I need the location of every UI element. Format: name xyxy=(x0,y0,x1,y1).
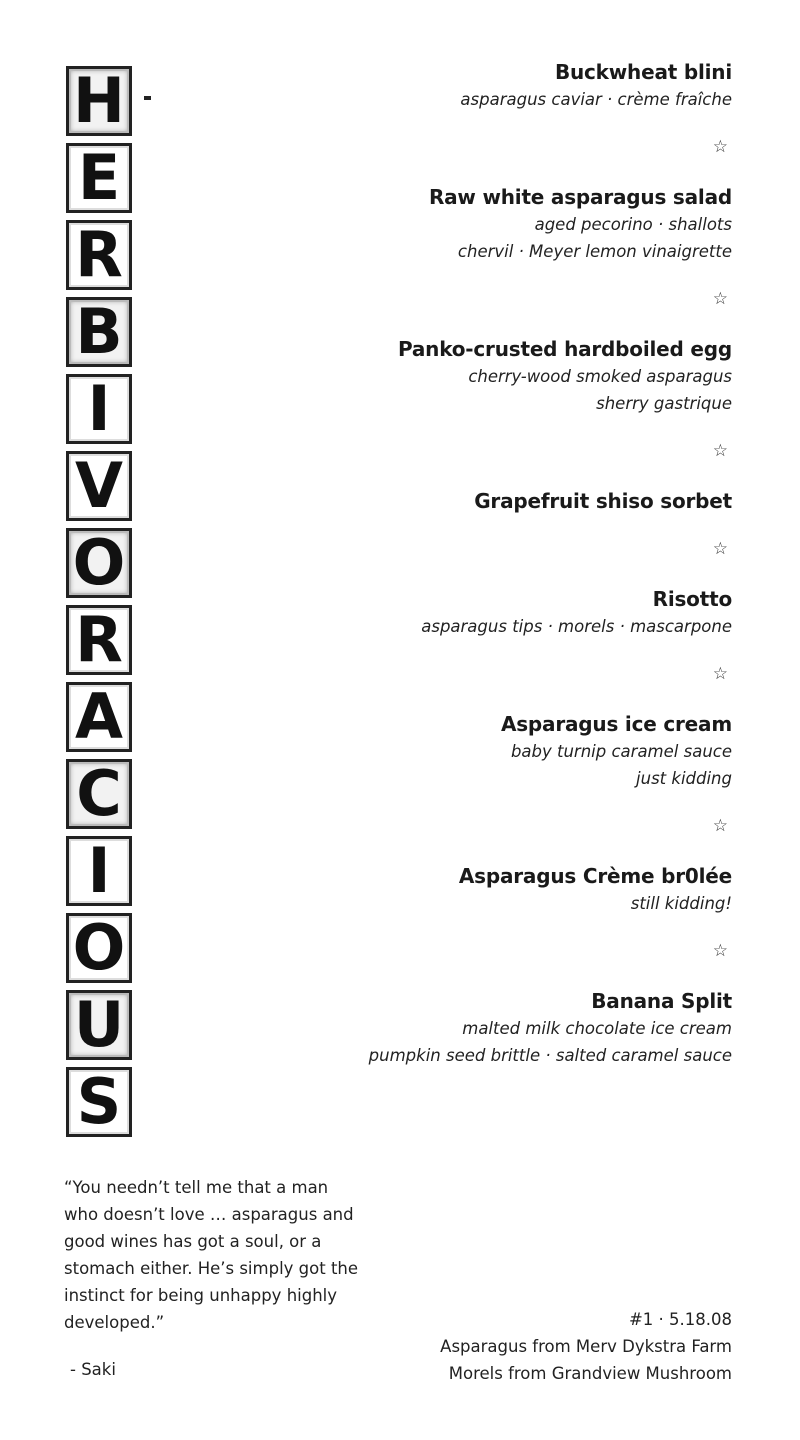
course-description: aged pecorino · shallots xyxy=(534,215,732,234)
title-letter-tile: U xyxy=(66,990,132,1060)
star-separator-icon: ☆ xyxy=(712,137,728,157)
title-letter-tile: R xyxy=(66,605,132,675)
title-letter-tile: H xyxy=(66,66,132,136)
course-description: chervil · Meyer lemon vinaigrette xyxy=(457,242,732,261)
course-item xyxy=(302,862,732,917)
course-name: Banana Split xyxy=(591,989,732,1013)
asparagus-source: Asparagus from Merv Dykstra Farm xyxy=(440,1337,732,1356)
quote-text: “You needn’t tell me that a man who doesn’t love … asparagus and good wines has got a soul, or a stomach either. He’s simply got the instinct for being unhappy highly developed.” xyxy=(64,1178,359,1332)
title-letter-tile: I xyxy=(66,836,132,906)
course-description: baby turnip caramel sauce xyxy=(510,742,732,761)
quote-author: - Saki xyxy=(70,1360,116,1379)
course-name: Risotto xyxy=(652,587,732,611)
course-name: Buckwheat blini xyxy=(554,60,732,84)
course-description: malted milk chocolate ice cream xyxy=(462,1019,732,1038)
course-item xyxy=(302,585,732,640)
title-letter-tile: E xyxy=(66,143,132,213)
title-letter-tile: R xyxy=(66,220,132,290)
course-name: Raw white asparagus salad xyxy=(428,185,732,209)
morels-source: Morels from Grandview Mushroom xyxy=(448,1364,732,1383)
title-letter-tile: O xyxy=(66,528,132,598)
course-name: Asparagus Crème br0lée xyxy=(458,864,732,888)
course-description: sherry gastrique xyxy=(596,394,732,413)
title-letter-tile: I xyxy=(66,374,132,444)
edition-line: #1 · 5.18.08 xyxy=(628,1310,732,1329)
title-letter-tile: O xyxy=(66,913,132,983)
course-name: Asparagus ice cream xyxy=(500,712,732,736)
star-separator-icon: ☆ xyxy=(712,289,728,309)
course-description: still kidding! xyxy=(630,894,732,913)
course-description: just kidding xyxy=(636,769,732,788)
title-letter-tile: B xyxy=(66,297,132,367)
course-list xyxy=(302,58,732,1069)
title-letter-tile: S xyxy=(66,1067,132,1137)
course-name: Grapefruit shiso sorbet xyxy=(474,489,732,513)
star-separator-icon: ☆ xyxy=(712,941,728,961)
course-item xyxy=(302,987,732,1069)
menu-title-vertical xyxy=(66,66,138,1144)
footer-notes xyxy=(332,1306,732,1387)
star-separator-icon: ☆ xyxy=(712,539,728,559)
course-description: cherry-wood smoked asparagus xyxy=(468,367,732,386)
course-item xyxy=(302,58,732,113)
course-item xyxy=(302,183,732,265)
course-description: asparagus tips · morels · mascarpone xyxy=(421,617,732,636)
title-letter-tile: C xyxy=(66,759,132,829)
course-description: pumpkin seed brittle · salted caramel sauce xyxy=(368,1046,732,1065)
title-letter-tile: V xyxy=(66,451,132,521)
title-dot xyxy=(144,96,151,100)
course-description: asparagus caviar · crème fraîche xyxy=(460,90,732,109)
star-separator-icon: ☆ xyxy=(712,664,728,684)
title-letter-tile: A xyxy=(66,682,132,752)
course-item xyxy=(302,710,732,792)
course-item xyxy=(302,487,732,515)
course-item xyxy=(302,335,732,417)
star-separator-icon: ☆ xyxy=(712,816,728,836)
star-separator-icon: ☆ xyxy=(712,441,728,461)
course-name: Panko-crusted hardboiled egg xyxy=(397,337,732,361)
